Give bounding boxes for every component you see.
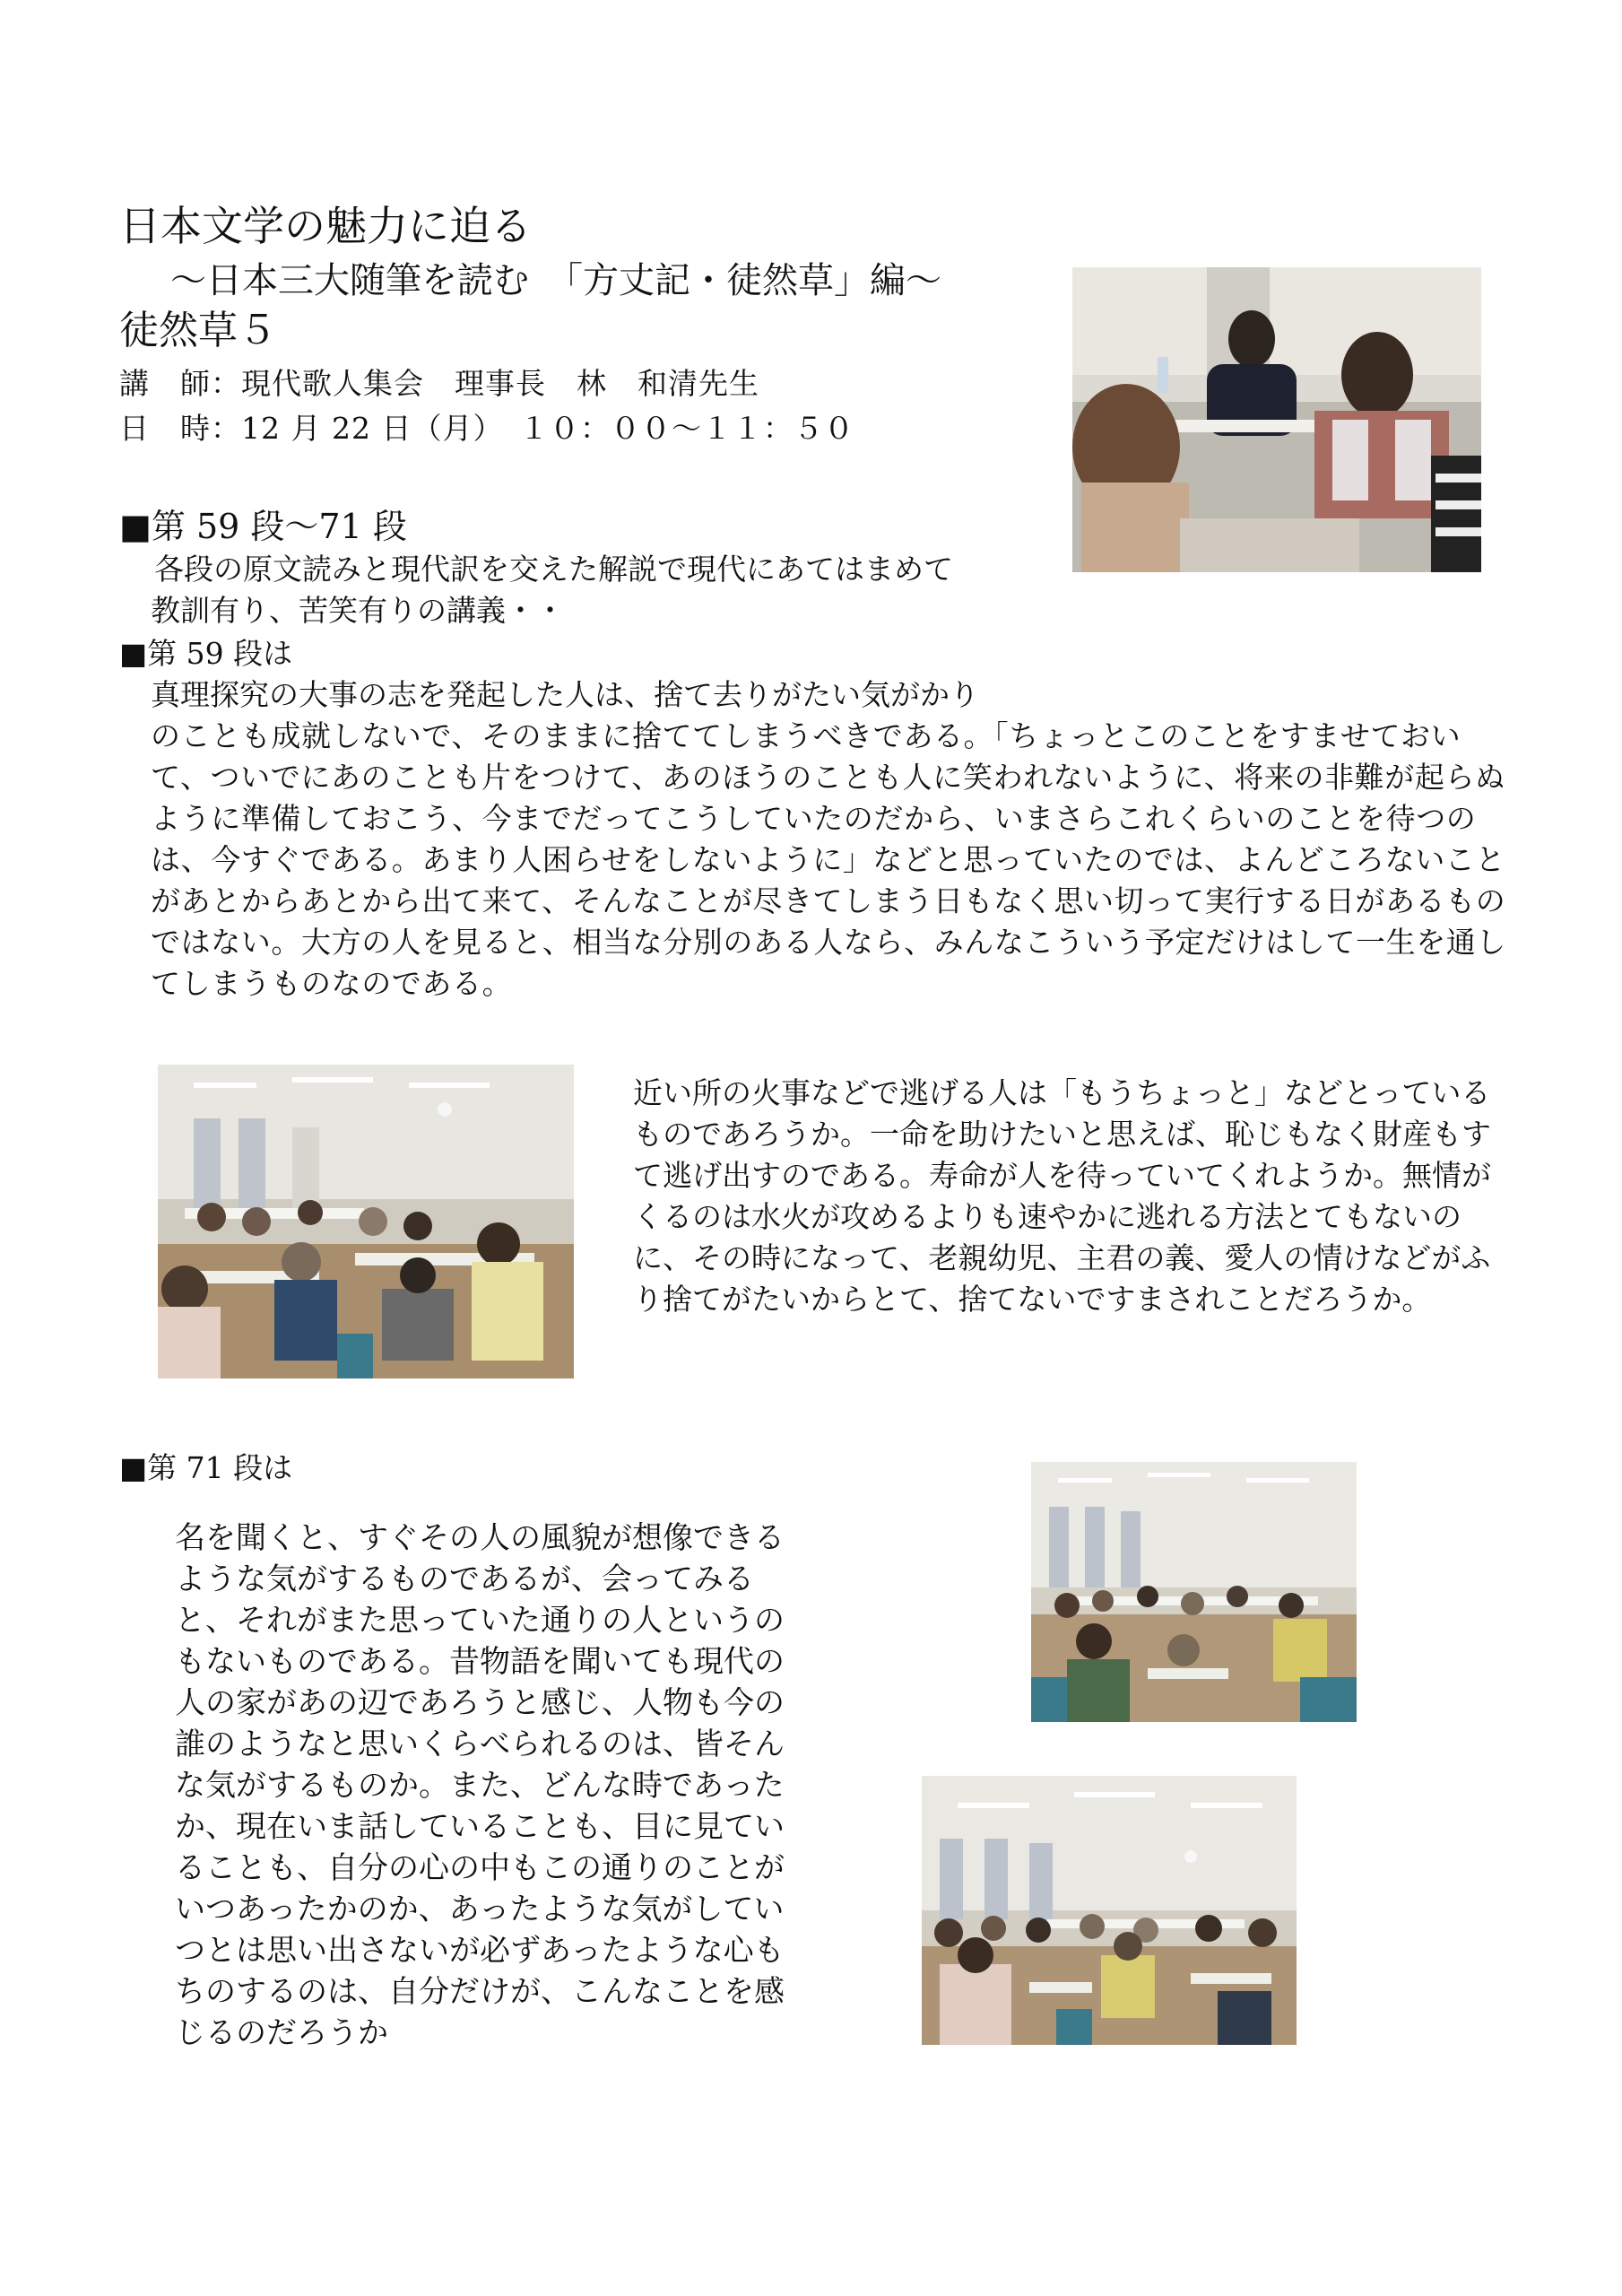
datetime-info: 日 時：12 月 22 日（月） １０：００～１１：５０ — [119, 411, 854, 446]
lecturer-photo — [1072, 267, 1481, 572]
intro-line-1: 各段の原文読みと現代訳を交えた解説で現代にあてはまめて — [154, 552, 953, 587]
section71-body: 名を聞くと、すぐその人の風貌が想像できるような気がするものであるが、会ってみると、それがまた思っていた通りの人というのもないものである。昔物語を聞いても現代の人の家があの辺であろうと感じ、人物も今の誰のようなと思いくらべられるのは、皆そんな気がするものか。また、どんな時であったか、現在いま話していることも、目に見ていることも、自分の心の中もこの通りのことがいつあったかのか、あったような気がしていつとは思い出さないが必ずあったような心もちのするのは、自分だけが、こんなことを感じるのだろうか — [175, 1520, 785, 2051]
classroom-photo-2 — [1031, 1462, 1357, 1722]
section-range-heading: ■第 59 段～71 段 — [119, 507, 407, 546]
section59-body-continued: 近い所の火事などで逃げる人は「もうちょっと」などとっているものであろうか。一命を助けたいと思えば、恥じもなく財産もすて逃げ出すのである。寿命が人を待っていてくれようか。無情がくるのは水火が攻めるよりも速やかに逃れる方法とてもないのに、その時になって、老親幼児、主君の義、愛人の情けなどがふり捨てがたいからとて、捨てないですまされことだろうか。 — [633, 1075, 1491, 1317]
page-subtitle: ～日本三大随筆を読む 「方丈記・徒然草」編～ — [170, 260, 941, 301]
classroom-photo-3 — [922, 1776, 1297, 2045]
classroom-photo-1 — [158, 1065, 574, 1378]
episode-title: 徒然草５ — [119, 308, 277, 353]
page-title: 日本文学の魅力に迫る — [119, 202, 532, 250]
section71-heading: ■第 71 段は — [119, 1450, 293, 1485]
lecturer-info: 講 師：現代歌人集会 理事長 林 和清先生 — [119, 366, 759, 401]
section59-heading: ■第 59 段は — [119, 636, 293, 671]
section59-body: のことも成就しないで、そのままに捨ててしまうべきである。「ちょっとこのことをすませておいて、ついでにあのことも片をつけて、あのほうのことも人に笑われないように、将来の非難が起らぬように準備しておこう、今までだってこうしていたのだから、いまさらこれくらいのことを待つのは、今すぐである。あまり人困らせをしないように」などと思っていたのでは、よんどころないことがあとからあとから出て来て、そんなことが尽きてしまう日もなく思い切って実行する日があるものではない。大方の人を見ると、相当な分別のある人なら、みんなこういう予定だけはして一生を通してしまうものなのである。 — [151, 718, 1506, 1001]
intro-line-2: 教訓有り、苦笑有りの講義・・ — [151, 593, 565, 628]
section59-first-line: 真理探究の大事の志を発起した人は、捨て去りがたい気がかり — [151, 677, 979, 712]
